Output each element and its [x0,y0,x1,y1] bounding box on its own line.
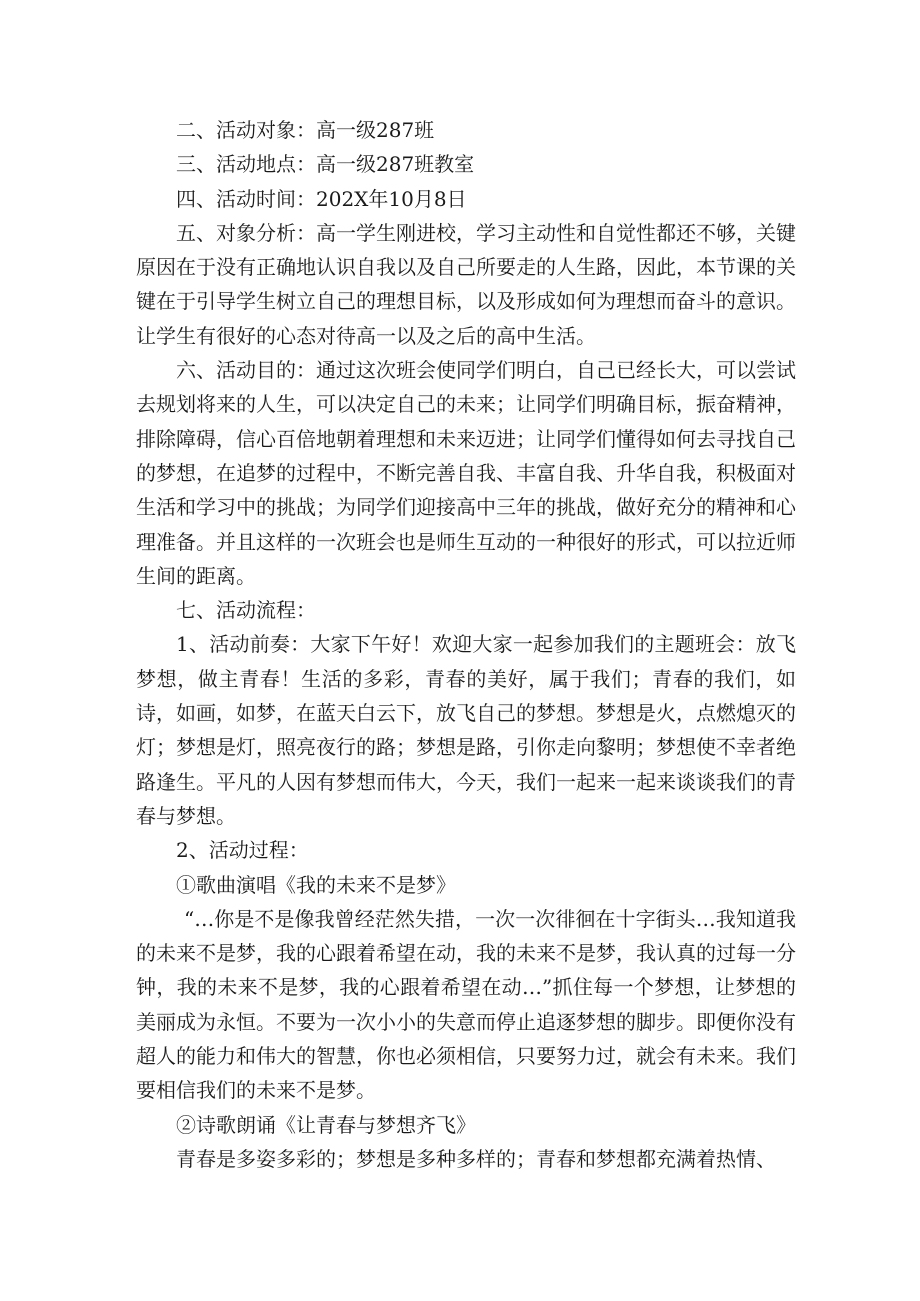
document-page [136,113,796,1176]
paragraph-activity-prelude: 1、活动前奏：大家下午好！欢迎大家一起参加我们的主题班会：放飞梦想，做主青春！生活的多彩，青春的美好，属于我们；青春的我们，如诗，如画，如梦，在蓝天白云下，放飞自己的梦想。梦想是火，点燃熄灭的灯；梦想是灯，照亮夜行的路；梦想是路，引你走向黎明；梦想使不幸者绝路逢生。平凡的人因有梦想而伟大，今天，我们一起来一起来谈谈我们的青春与梦想。 [136,632,796,828]
paragraph-target-analysis: 五、对象分析：高一学生刚进校，学习主动性和自觉性都还不够，关键原因在于没有正确地认识自我以及自己所要走的人生路，因此，本节课的关键在于引导学生树立自己的理想目标，以及形成如何为理想而奋斗的意识。让学生有很好的心态对待高一以及之后的高中生活。 [136,220,796,348]
paragraph-song-heading: ①歌曲演唱《我的未来不是梦》 [176,872,456,897]
paragraph-activity-time: 四、活动时间：202X年10月8日 [176,186,467,211]
paragraph-song-lyrics: “…你是不是像我曾经茫然失措，一次一次徘徊在十字街头…我知道我的未来不是梦，我的心跟着希望在动，我的未来不是梦，我认真的过每一分钟，我的未来不是梦，我的心跟着希望在动…”抓住每一个梦想，让梦想的美丽成为永恒。不要为一次小小的失意而停止追逐梦想的脚步。即便你没有超人的能力和伟大的智慧，你也必须相信，只要努力过，就会有未来。我们要相信我们的未来不是梦。 [136,906,796,1103]
paragraph-poem-text: 青春是多姿多彩的；梦想是多种多样的；青春和梦想都充满着热情、 [176,1146,776,1171]
paragraph-activity-purpose: 六、活动目的：通过这次班会使同学们明白，自己已经长大，可以尝试去规划将来的人生，可以决定自己的未来；让同学们明确目标，振奋精神，排除障碍，信心百倍地朝着理想和未来迈进；让同学们懂得如何去寻找自己的梦想，在追梦的过程中，不断完善自我、丰富自我、升华自我，积极面对生活和学习中的挑战；为同学们迎接高中三年的挑战，做好充分的精神和心理准备。并且这样的一次班会也是师生互动的一种很好的形式，可以拉近师生间的距离。 [136,358,796,588]
paragraph-activity-location: 三、活动地点：高一级287班教室 [176,152,475,177]
paragraph-activity-target: 二、活动对象：高一级287班 [176,118,435,142]
paragraph-activity-process-heading: 七、活动流程： [176,598,316,623]
paragraph-poem-heading: ②诗歌朗诵《让青春与梦想齐飞》 [176,1112,476,1137]
paragraph-activity-course-heading: 2、活动过程： [176,838,309,863]
